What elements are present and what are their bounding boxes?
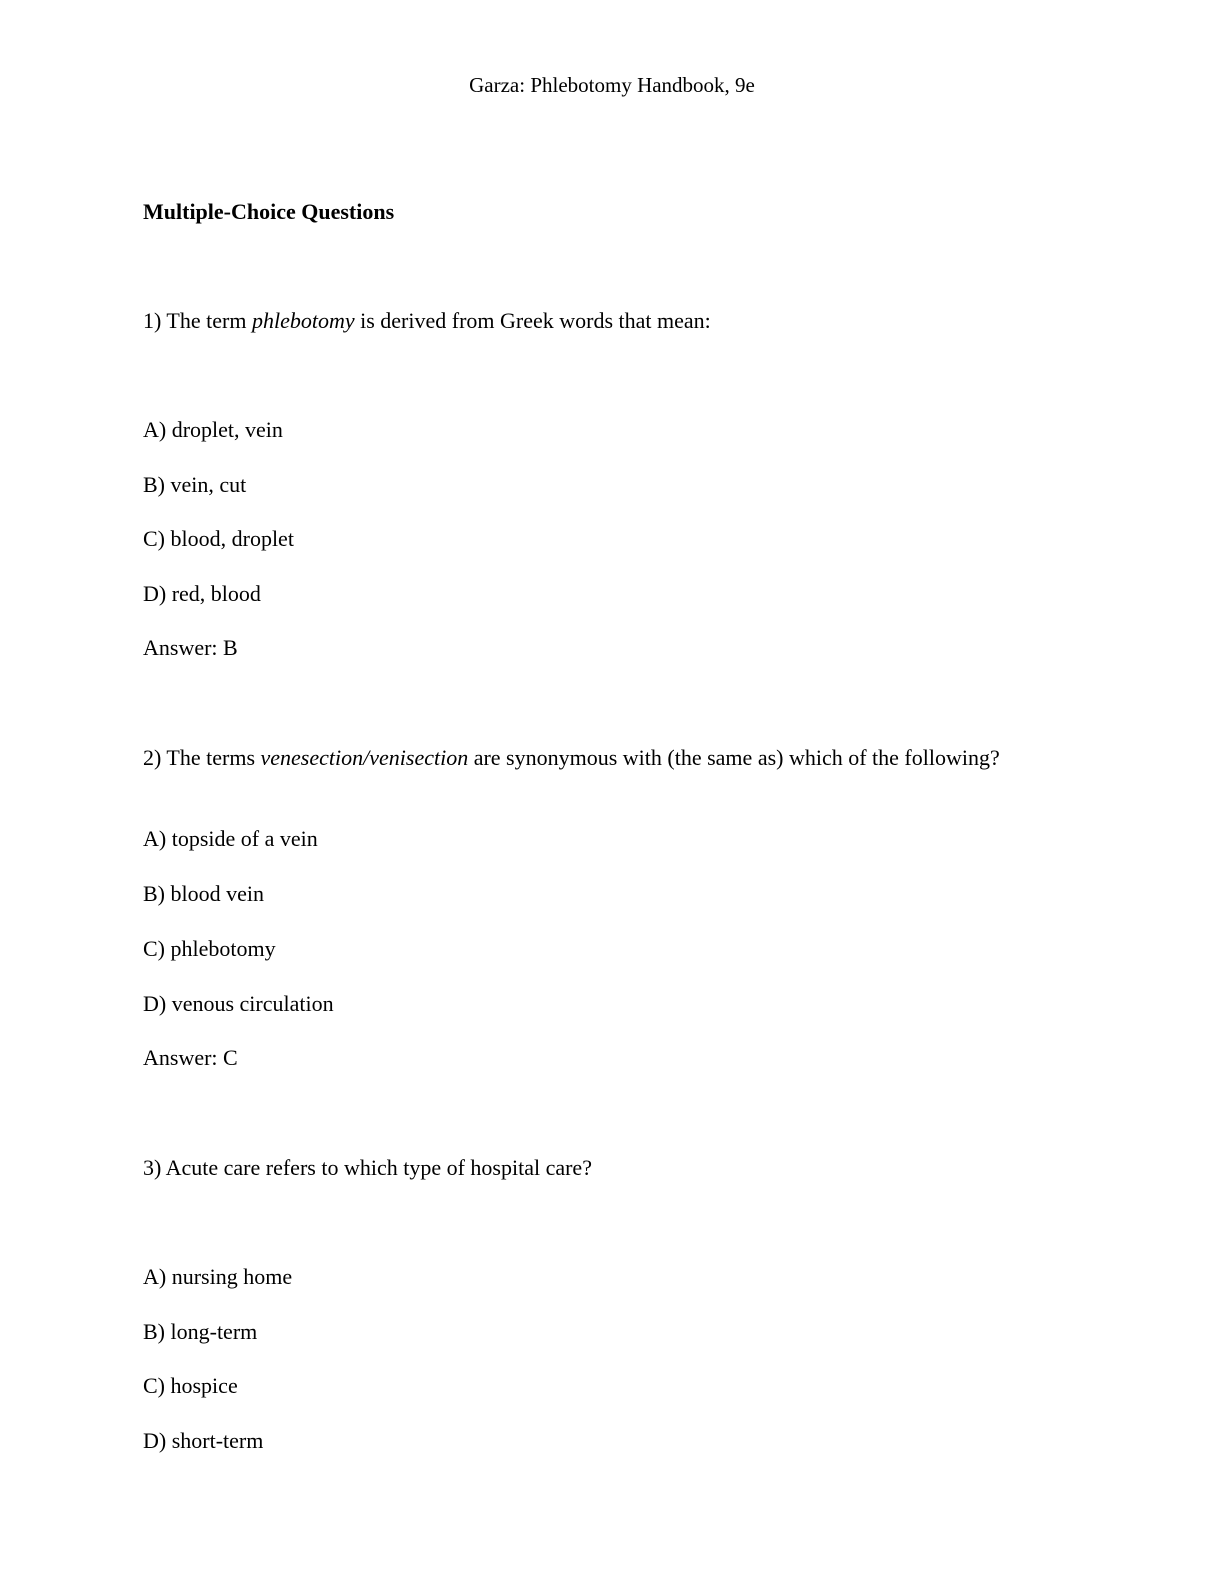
question-3-stem xyxy=(143,1154,592,1182)
question-2-answer: Answer: C xyxy=(143,1045,238,1070)
section-title: Multiple-Choice Questions xyxy=(143,199,395,224)
question-1-option-b: B) vein, cut xyxy=(143,472,247,497)
question-3-option-b: B) long-term xyxy=(143,1319,258,1344)
question-3-option-d: D) short-term xyxy=(143,1428,264,1453)
question-2-option-d: D) venous circulation xyxy=(143,991,334,1016)
question-2-term: venesection/venisection xyxy=(260,745,469,770)
question-1-stem-before: 1) The term xyxy=(143,308,252,333)
question-2-stem-after: are synonymous with (the same as) which of the following? xyxy=(468,745,1000,770)
question-1-option-a: A) droplet, vein xyxy=(143,417,283,442)
question-1-stem-after: is derived from Greek words that mean: xyxy=(354,308,711,333)
question-3-stem-before: 3) Acute care refers to which type of hospital care? xyxy=(143,1155,592,1180)
question-2-option-c: C) phlebotomy xyxy=(143,936,276,961)
question-2-stem-before: 2) The terms xyxy=(143,745,261,770)
question-1-answer: Answer: B xyxy=(143,635,238,660)
question-1-option-c: C) blood, droplet xyxy=(143,526,294,551)
question-1-stem xyxy=(143,307,711,335)
question-3-option-a: A) nursing home xyxy=(143,1264,293,1289)
page-header: Garza: Phlebotomy Handbook, 9e xyxy=(469,73,755,97)
question-2-option-b: B) blood vein xyxy=(143,881,264,906)
question-1-term: phlebotomy xyxy=(251,308,355,333)
question-1-option-d: D) red, blood xyxy=(143,581,261,606)
question-2-stem xyxy=(143,744,1000,772)
question-2-option-a: A) topside of a vein xyxy=(143,826,318,851)
question-3-option-c: C) hospice xyxy=(143,1373,238,1398)
